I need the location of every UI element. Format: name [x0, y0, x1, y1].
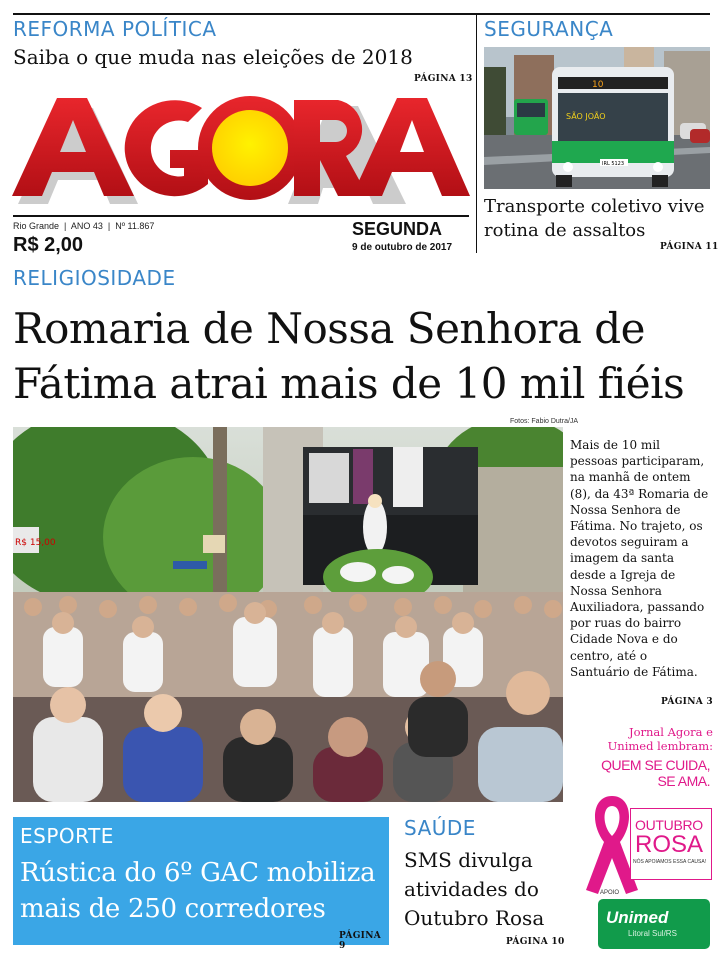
campaign-tag: NÓS APOIAMOS ESSA CAUSA!: [633, 859, 707, 865]
photo-credit: Fotos: Fabio Dutra/JA: [510, 418, 579, 425]
price: R$ 2,00: [13, 234, 84, 256]
bus-destination: SÃO JOÃO: [566, 112, 606, 121]
main-page: PÁGINA 3: [661, 697, 713, 707]
romaria-photo[interactable]: [13, 427, 563, 802]
esporte-kicker: ESPORTE: [20, 824, 114, 848]
campaign-top: OUTUBRO: [635, 817, 703, 833]
bus-photo[interactable]: [484, 47, 710, 189]
unimed-logo: [598, 899, 710, 949]
issue-number: Nº 11.867: [115, 221, 155, 231]
campaign-bottom: ROSA: [635, 831, 704, 858]
seguranca-kicker: SEGURANÇA: [484, 17, 614, 41]
bus-route-sign: 10: [592, 80, 604, 90]
esporte-box[interactable]: [13, 817, 389, 951]
seguranca-page: PÁGINA 11: [660, 242, 719, 252]
main-body: Mais de 10 mil pessoas participaram, na manhã de ontem (8), da 43ª Romaria de Nossa Senhora de Fátima. No trajeto, os devotos seguiram a imagem da santa desde a Igreja de Nossa Senhora Auxiliadora, passando por ruas do bairro Cidade Nova e do centro, até o Santuário de Fátima.: [570, 438, 709, 679]
main-kicker: RELIGIOSIDADE: [13, 266, 176, 290]
outubro-rosa-box: [630, 808, 712, 880]
seguranca-headline[interactable]: Transporte coletivo vive rotina de assaltos: [484, 196, 705, 241]
masthead-info: Rio Grande | ANO 43 | Nº 11.867: [13, 221, 155, 231]
logo-sun: [212, 110, 288, 186]
bus-plate: IRL 5123: [602, 161, 625, 167]
logo-letter-g: [125, 100, 208, 196]
ad-intro: Jornal Agora e Unimed lembram:: [607, 725, 713, 753]
reforma-page: PÁGINA 13: [414, 74, 473, 84]
column-divider: [476, 15, 477, 253]
year: ANO 43: [70, 221, 103, 231]
price-sign: R$ 15,00: [15, 538, 56, 548]
reforma-kicker: REFORMA POLÍTICA: [13, 17, 217, 41]
saude-page: PÁGINA 10: [506, 937, 565, 947]
agora-logo: [12, 88, 472, 218]
reforma-headline[interactable]: Saiba o que muda nas eleições de 2018: [13, 45, 413, 69]
saude-headline[interactable]: SMS divulga atividades do Outubro Rosa: [404, 848, 545, 930]
weekday: SEGUNDA: [352, 219, 443, 239]
unimed-name: Unimed: [606, 908, 669, 927]
esporte-page: PÁGINA 9: [339, 931, 382, 951]
masthead-rule: [13, 215, 469, 217]
ad-slogan: QUEM SE CUIDA, SE AMA.: [601, 757, 710, 789]
apoio-label: APOIO: [600, 890, 620, 896]
date: 9 de outubro de 2017: [352, 242, 453, 253]
saude-kicker: SAÚDE: [404, 816, 476, 840]
top-rule: [13, 13, 710, 15]
esporte-headline: Rústica do 6º GAC mobiliza mais de 250 corredores: [20, 858, 376, 924]
unimed-region: Litoral Sul/RS: [628, 929, 677, 938]
city: Rio Grande: [13, 221, 60, 231]
main-headline[interactable]: Romaria de Nossa Senhora de Fátima atrai mais de 10 mil fiéis: [13, 304, 685, 408]
